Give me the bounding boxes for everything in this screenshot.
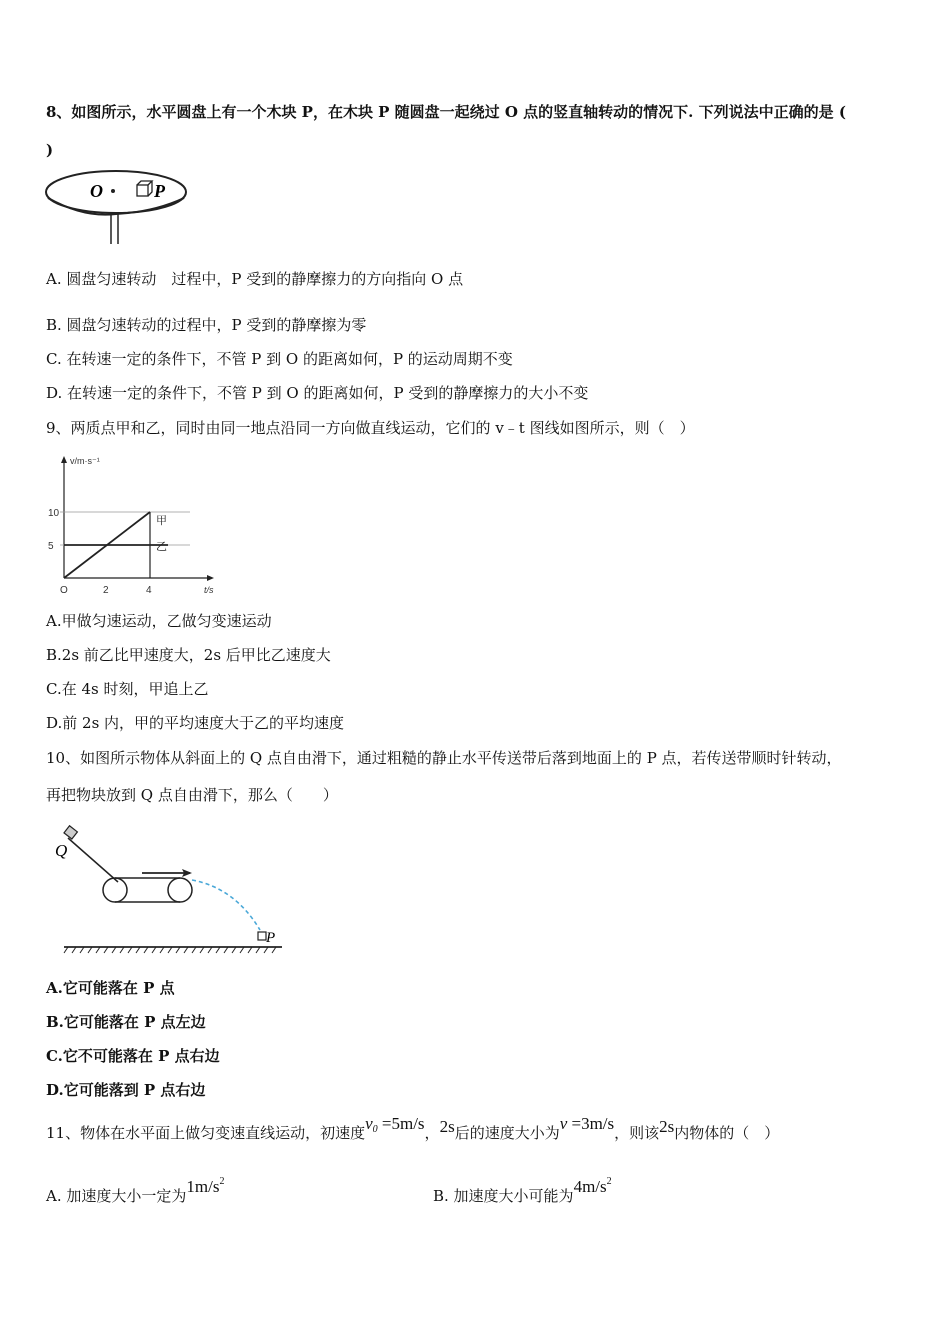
q11-option-b-text: B. 加速度大小可能为	[433, 1187, 574, 1205]
q10-stem-line1: 10、如图所示物体从斜面上的 Q 点自由滑下，通过粗糙的静止水平传送带后落到地面上的 P 点，若传送带顺时针转动，	[46, 749, 842, 767]
vt-x-axis-label: t/s	[204, 585, 214, 595]
q10-option-a: A.它可能落在 P 点	[46, 979, 175, 997]
q11-option-b	[433, 1176, 612, 1211]
vt-x-tick-label: O	[60, 585, 68, 596]
vt-y-tick-label: 5	[48, 541, 54, 552]
q11-time1: 2s	[439, 1117, 455, 1136]
vt-y-tick-label: 10	[48, 508, 60, 519]
q11-stem-part3: ，则该	[614, 1124, 660, 1142]
q9-option-a: A.甲做匀速运动，乙做匀变速运动	[46, 612, 272, 630]
vt-series-label: 乙	[156, 540, 167, 553]
q10-stem-line2: 再把物块放到 Q 点自由滑下，那么（ ）	[46, 786, 338, 804]
q11-stem-part4: 内物体的（ ）	[674, 1124, 780, 1142]
q9-option-d: D.前 2s 内，甲的平均速度大于乙的平均速度	[46, 714, 345, 732]
q11-option-b-exp: 2	[606, 1176, 612, 1187]
q11-time2: 2s	[659, 1117, 675, 1136]
vt-series-label: 甲	[156, 514, 167, 527]
q11-v-value: =3m/s	[571, 1114, 615, 1133]
q11-stem-part2: 后的速度大小为	[454, 1124, 560, 1142]
vt-x-tick-label: 4	[146, 585, 152, 596]
q11-v-symbol: v	[559, 1114, 568, 1133]
q11-option-a	[46, 1176, 224, 1211]
vt-y-arrow	[61, 456, 67, 463]
q11-stem	[46, 1114, 780, 1154]
vt-x-arrow	[207, 575, 214, 581]
q8-fig-label-p: P	[154, 181, 165, 201]
q8-option-a: A. 圆盘匀速转动 过程中，P 受到的静摩擦力的方向指向 O 点	[46, 270, 464, 288]
q11-option-a-value: 1m/s	[186, 1177, 220, 1196]
vt-x-tick-label: 2	[103, 585, 109, 596]
vt-series	[64, 512, 168, 578]
q8-option-c: C. 在转速一定的条件下，不管 P 到 O 的距离如何，P 的运动周期不变	[46, 350, 513, 368]
q8-fig-label-o: O	[90, 181, 103, 201]
vt-y-axis-label: v/m·s⁻¹	[70, 456, 100, 466]
q11-option-b-value: 4m/s	[573, 1177, 607, 1196]
q9-option-b: B.2s 前乙比甲速度大，2s 后甲比乙速度大	[46, 646, 331, 664]
q11-v0-sub: 0	[372, 1124, 378, 1135]
q8-option-b: B. 圆盘匀速转动的过程中，P 受到的静摩擦为零	[46, 316, 367, 334]
q10-conveyor-figure	[50, 822, 290, 962]
q9-option-c: C.在 4s 时刻，甲追上乙	[46, 680, 209, 698]
q9-stem: 9、两质点甲和乙，同时由同一地点沿同一方向做直线运动，它们的 v﹣t 图线如图所示，则（ ）	[46, 419, 695, 437]
q8-turntable-figure	[44, 168, 194, 248]
q11-option-a-exp: 2	[219, 1176, 225, 1187]
q11-v0-symbol: v	[365, 1114, 373, 1133]
q10-fig-label-q: Q	[55, 841, 68, 860]
q11-option-a-text: A. 加速度大小一定为	[46, 1187, 187, 1205]
q10-fig-label-p: P	[266, 930, 276, 946]
q10-option-d: D.它可能落到 P 点右边	[46, 1081, 206, 1099]
q8-option-d: D. 在转速一定的条件下，不管 P 到 O 的距离如何，P 受到的静摩擦力的大小不变	[46, 384, 589, 402]
q11-v0-value: =5m/s	[381, 1114, 425, 1133]
q9-vt-chart	[44, 450, 224, 600]
q10-option-c: C.它不可能落在 P 点右边	[46, 1047, 220, 1065]
q8-stem-line1: 8、如图所示，水平圆盘上有一个木块 P，在木块 P 随圆盘一起绕过 O 点的竖直轴转动的情况下. 下列说法中正确的是 (	[46, 103, 846, 121]
q10-option-b: B.它可能落在 P 点左边	[46, 1013, 206, 1031]
q11-comma: ，	[424, 1124, 440, 1142]
q8-stem-line2: )	[46, 141, 54, 159]
q11-stem-part1: 11、物体在水平面上做匀变速直线运动，初速度	[46, 1124, 366, 1142]
